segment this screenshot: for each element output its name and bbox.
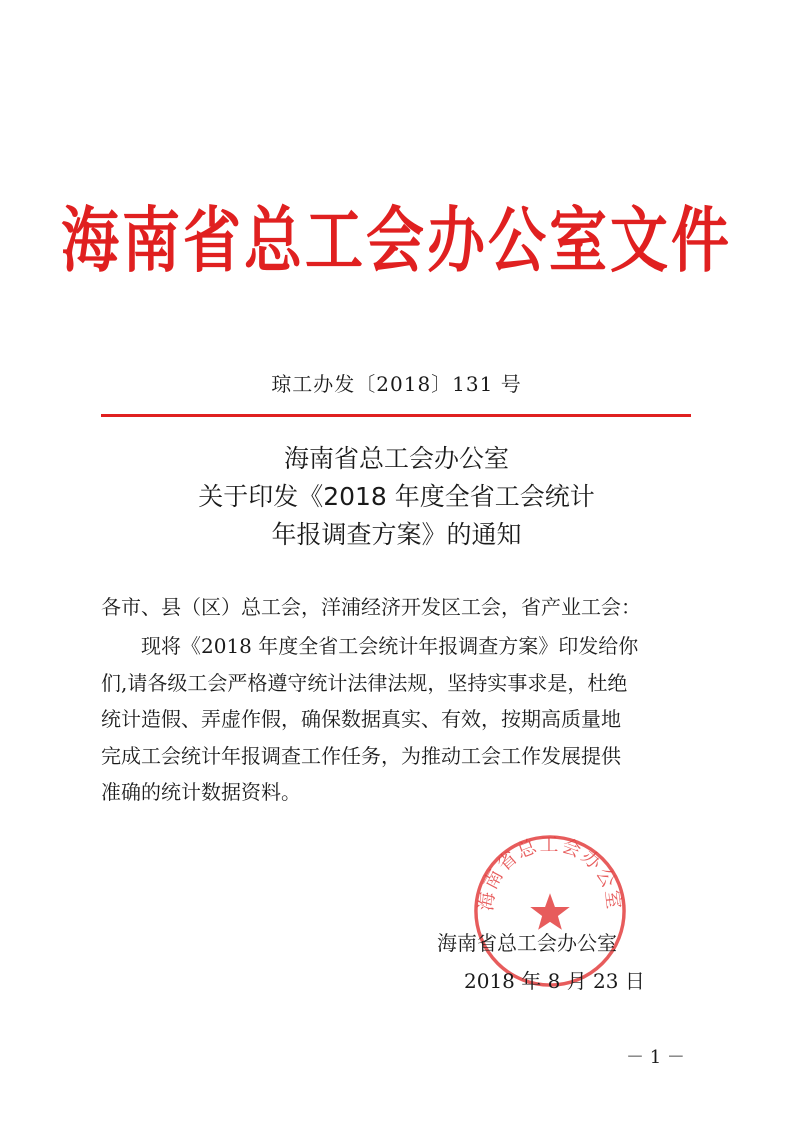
body-line-1: 现将《2018 年度全省工会统计年报调查方案》印发给你: [141, 634, 639, 658]
signature-date: 2018 年 8 月 23 日: [464, 969, 645, 993]
body-line-2: 们,请各级工会严格遵守统计法律法规，坚持实事求是，杜绝: [101, 670, 628, 695]
document-number: 琼工办发〔2018〕131 号: [271, 372, 522, 396]
title-line-3: 年报调查方案》的通知: [271, 520, 522, 549]
body-paragraph: [101, 628, 693, 811]
notice-title: [0, 440, 793, 554]
document-masthead: 海南省总工会办公室文件: [60, 198, 732, 282]
page-number: － 1 －: [626, 1047, 685, 1068]
body-line-5: 准确的统计数据资料。: [101, 780, 301, 804]
seal-arc-text: 海南省总工会办公室: [476, 834, 624, 913]
red-divider-line: [101, 414, 691, 417]
title-line-2: 关于印发《2018 年度全省工会统计: [198, 482, 595, 511]
body-line-3: 统计造假、弄虚作假，确保数据真实、有效，按期高质量地: [101, 707, 621, 731]
body-line-4: 完成工会统计年报调查工作任务，为推动工会工作发展提供: [101, 743, 621, 768]
title-line-1: 海南省总工会办公室: [283, 444, 509, 473]
signature-org: 海南省总工会办公室: [437, 931, 617, 955]
salutation: 各市、县（区）总工会，洋浦经济开发区工会，省产业工会：: [101, 595, 641, 619]
